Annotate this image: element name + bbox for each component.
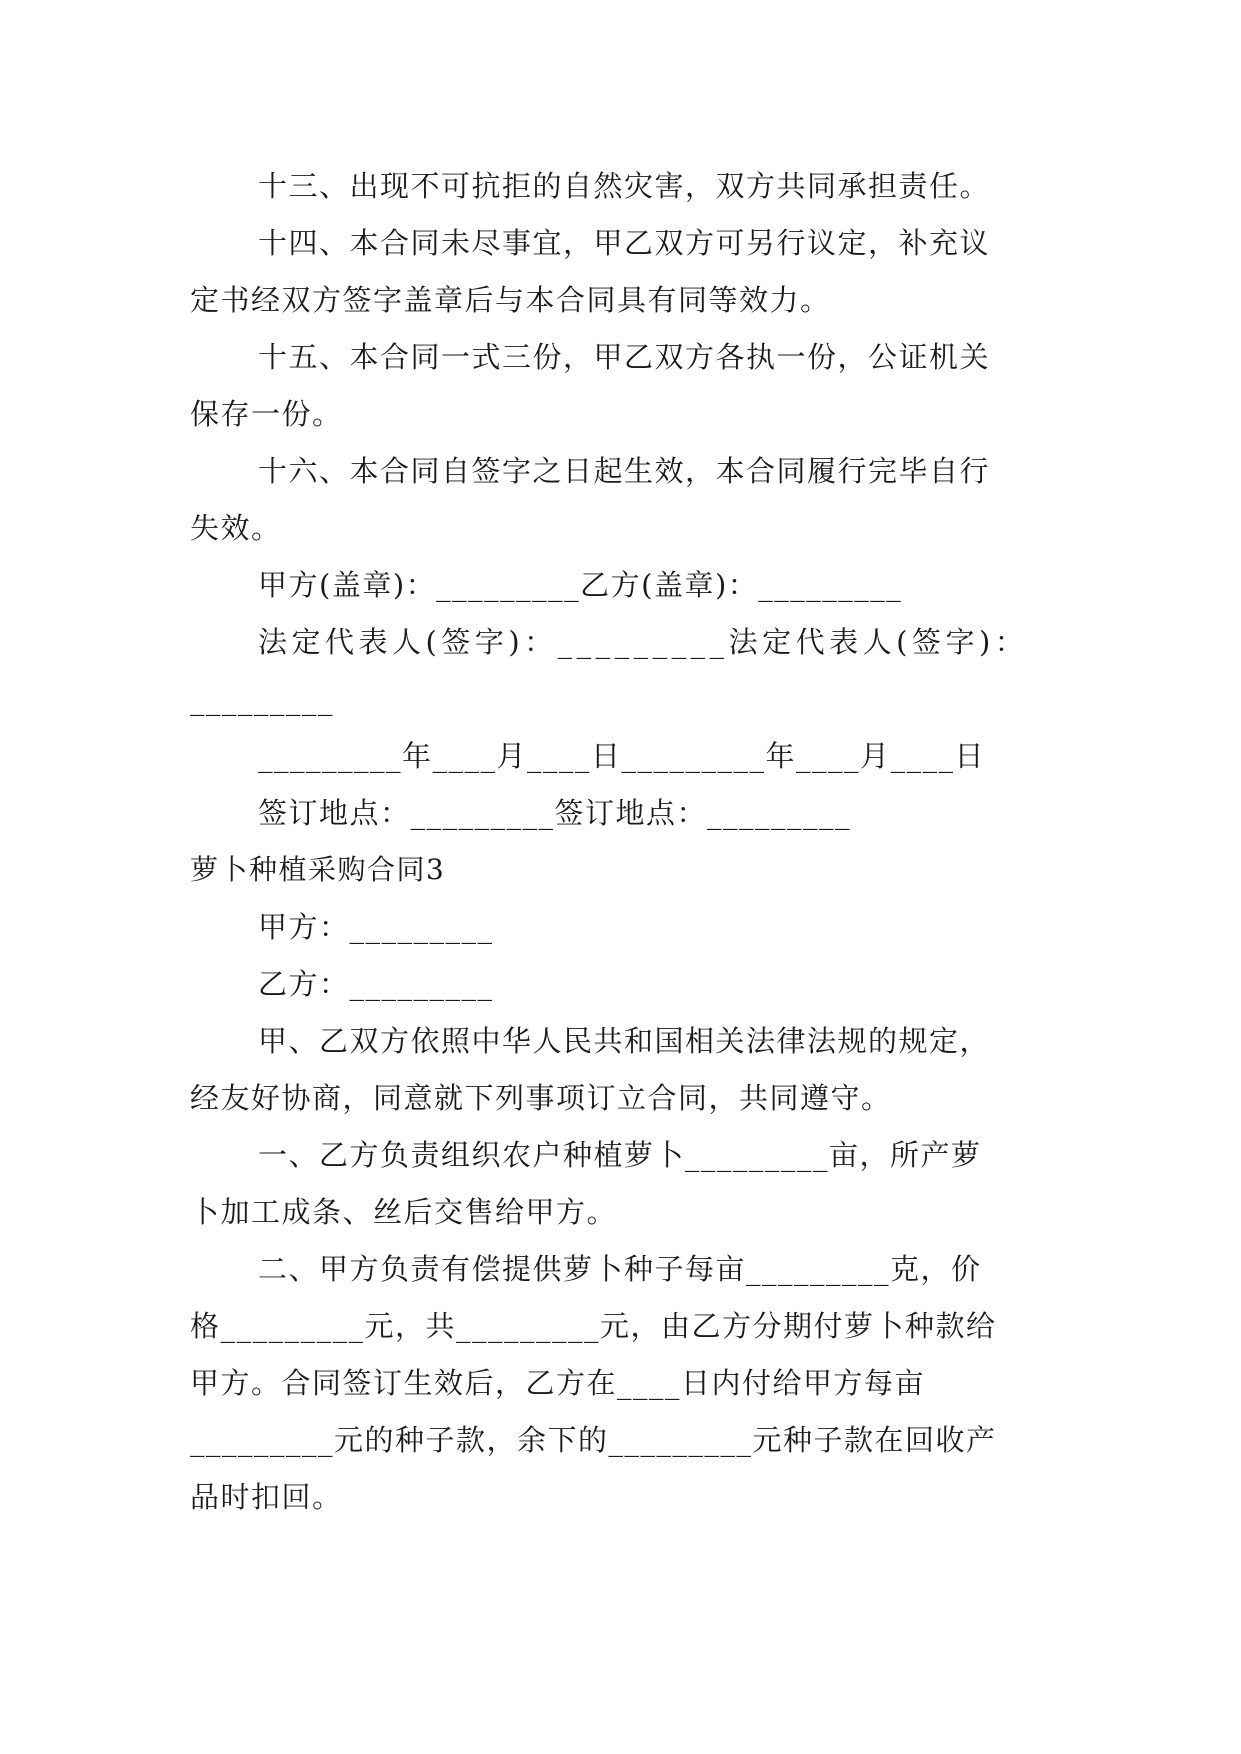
legal-representative-blank: _________ xyxy=(190,682,334,716)
article-2-line-1: 二、甲方负责有偿提供萝卜种子每亩_________克，价 xyxy=(258,1252,982,1286)
party-b-line: 乙方：_________ xyxy=(258,967,494,1001)
article-2-line-2: 格_________元，共_________元，由乙方分期付萝卜种款给 xyxy=(190,1309,997,1343)
clause-16-line-1: 十六、本合同自签字之日起生效，本合同履行完毕自行 xyxy=(258,454,991,488)
clause-15-line-1: 十五、本合同一式三份，甲乙双方各执一份，公证机关 xyxy=(258,340,991,374)
legal-representative-line: 法定代表人(签字)：_________法定代表人(签字)： xyxy=(258,625,1029,659)
contract-title: 萝卜种植采购合同3 xyxy=(190,853,446,886)
preamble-line-1: 甲、乙双方依照中华人民共和国相关法律法规的规定， xyxy=(258,1024,991,1058)
clause-16-line-2: 失效。 xyxy=(190,511,282,545)
clause-14-line-2: 定书经双方签字盖章后与本合同具有同等效力。 xyxy=(190,283,831,317)
clause-13: 十三、出现不可抗拒的自然灾害，双方共同承担责任。 xyxy=(258,169,991,203)
article-1-line-2: 卜加工成条、丝后交售给甲方。 xyxy=(190,1195,618,1229)
clause-15-line-2: 保存一份。 xyxy=(190,397,343,431)
party-a-line: 甲方：_________ xyxy=(258,910,494,944)
signing-date-line: _________年____月____日_________年____月____日 xyxy=(258,739,986,773)
article-2-line-5: 品时扣回。 xyxy=(190,1480,343,1514)
signing-place-line: 签订地点：_________签订地点：_________ xyxy=(258,796,852,830)
clause-14-line-1: 十四、本合同未尽事宜，甲乙双方可另行议定，补充议 xyxy=(258,226,991,260)
article-2-line-3: 甲方。合同签订生效后，乙方在____日内付给甲方每亩 xyxy=(190,1366,926,1400)
article-2-line-4: _________元的种子款，余下的_________元种子款在回收产 xyxy=(190,1423,997,1457)
article-1-line-1: 一、乙方负责组织农户种植萝卜_________亩，所产萝 xyxy=(258,1138,982,1172)
party-seal-line: 甲方(盖章)：_________乙方(盖章)：_________ xyxy=(258,568,903,602)
preamble-line-2: 经友好协商，同意就下列事项订立合同，共同遵守。 xyxy=(190,1081,892,1115)
